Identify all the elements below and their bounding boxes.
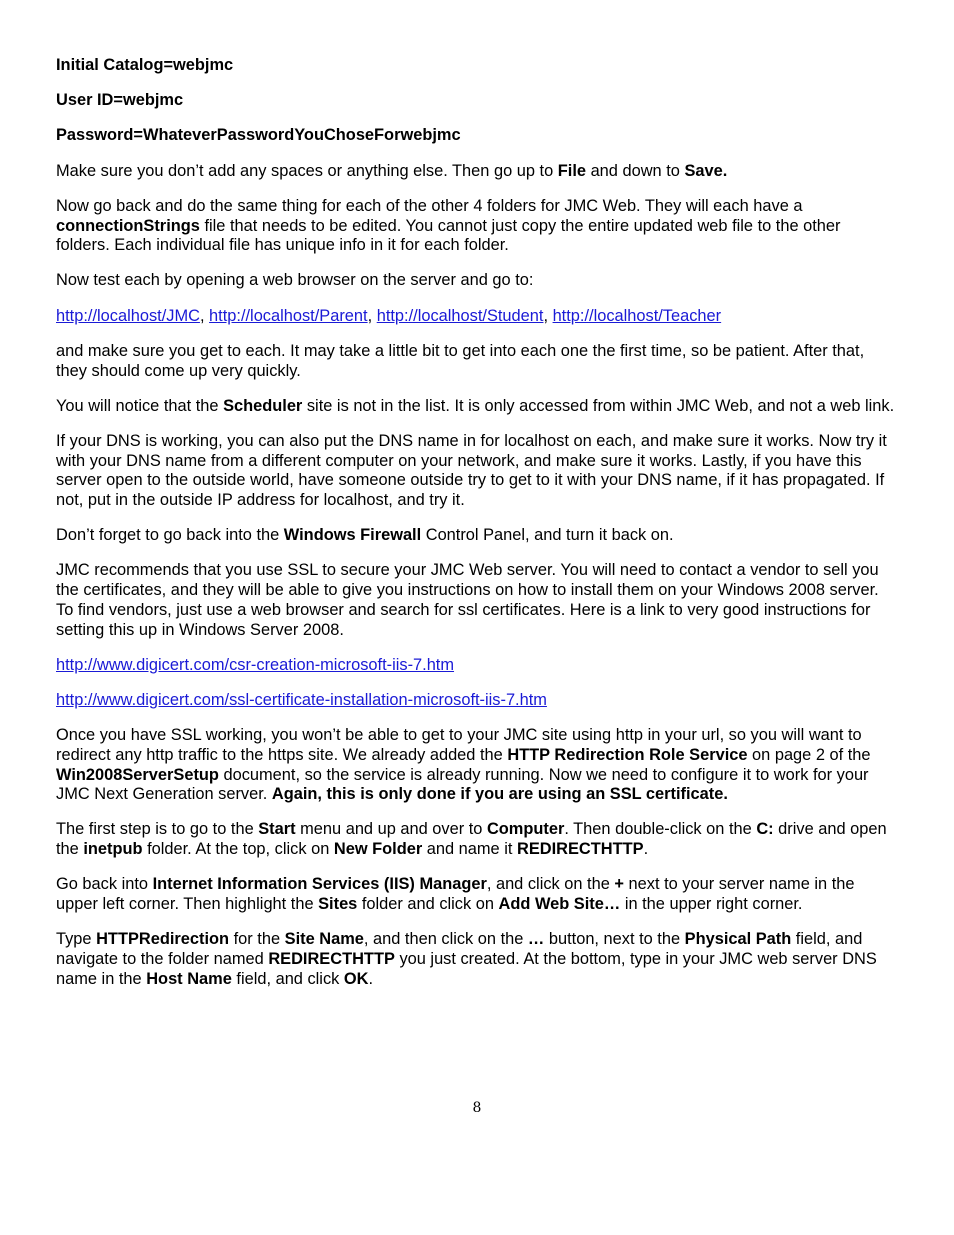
scheduler-paragraph <box>56 397 898 417</box>
text: , and click on the <box>486 875 615 894</box>
text: folder. At the top, click on <box>142 840 334 859</box>
text: button, next to the <box>544 930 685 949</box>
localhost-links-line <box>56 307 898 327</box>
text: document, so the service is already running. Now we need to configure it to work for your JMC Next Generation server. <box>56 765 869 804</box>
link-localhost-teacher[interactable]: http://localhost/Teacher <box>552 306 722 325</box>
text: . <box>643 840 649 859</box>
document-page <box>56 56 898 1005</box>
text: field, and navigate to the folder named <box>56 930 863 968</box>
connection-strings-term: connectionStrings <box>56 216 200 235</box>
text: Once you have SSL working, you won’t be able to get to your JMC site using http in your url, so you will want to redirect any http traffic to the https site. We already added the <box>56 726 862 764</box>
sites-term: Sites <box>318 895 358 914</box>
text: The first step is to go to the <box>56 820 259 839</box>
separator: , <box>199 306 210 325</box>
ellipsis-button-term: … <box>527 930 545 949</box>
text: , and then click on the <box>363 930 528 949</box>
dns-paragraph: If your DNS is working, you can also put the DNS name in for localhost on each, and make sure it works. Now try it with your DNS name from a different computer on your network, and make sure it works. Lastly, if you have this server open to the outside world, have someone outside try to get to it with your DNS name, if it has propagated. If not, put in the outside IP address for localhost, and try it. <box>56 431 887 510</box>
ok-term: OK <box>343 969 369 988</box>
text: menu and up and over to <box>295 820 487 839</box>
redirecthttp-term: REDIRECTHTTP <box>516 840 644 859</box>
text: drive and open the <box>56 820 887 859</box>
text: Control Panel, and turn it back on. <box>421 526 674 545</box>
text: in the upper right corner. <box>620 895 803 914</box>
text: Make sure you don’t add any spaces or anything else. Then go up to <box>56 161 558 180</box>
computer-term: Computer <box>486 820 565 839</box>
text: for the <box>229 930 285 949</box>
text: Don’t forget to go back into the <box>56 526 284 545</box>
separator: , <box>367 306 377 325</box>
test-intro-paragraph: Now test each by opening a web browser on the server and go to: <box>56 271 534 290</box>
iis-manager-term: Internet Information Services (IIS) Manager <box>152 875 487 894</box>
text: Type <box>56 930 97 949</box>
text: field, and click <box>231 969 344 988</box>
password-line: Password=WhateverPasswordYouChoseForwebjmc <box>56 126 461 145</box>
save-instruction-paragraph <box>56 162 898 182</box>
initial-catalog-line: Initial Catalog=webjmc <box>56 56 234 74</box>
text: next to your server name in the upper left corner. Then highlight the <box>56 875 855 914</box>
text: and down to <box>586 161 685 180</box>
text: Go back into <box>56 875 153 894</box>
physical-path-term: Physical Path <box>684 930 792 949</box>
scheduler-term: Scheduler <box>223 396 303 415</box>
text: . Then double-click on the <box>564 820 757 839</box>
csr-link-line <box>56 656 898 676</box>
http-redirection-term: HTTP Redirection Role Service <box>507 745 748 764</box>
redirecthttp-term: REDIRECTHTTP <box>268 950 395 968</box>
firewall-paragraph <box>56 526 898 546</box>
c-drive-term: C: <box>756 820 774 839</box>
text: . <box>368 969 374 988</box>
windows-firewall-term: Windows Firewall <box>283 526 422 545</box>
other-folders-paragraph <box>56 197 898 256</box>
install-link-line <box>56 691 898 711</box>
link-localhost-parent[interactable]: http://localhost/Parent <box>209 306 368 325</box>
new-folder-term: New Folder <box>333 840 423 859</box>
start-term: Start <box>258 820 296 839</box>
site-name-paragraph <box>56 930 898 989</box>
text: and name it <box>422 840 517 859</box>
httpredirection-term: HTTPRedirection <box>96 930 230 949</box>
link-digicert-install[interactable]: http://www.digicert.com/ssl-certificate-installation-microsoft-iis-7.htm <box>56 690 547 709</box>
text: Now go back and do the same thing for each of the other 4 folders for JMC Web. They will each have a <box>56 196 803 215</box>
user-id-line: User ID=webjmc <box>56 91 184 110</box>
add-web-site-term: Add Web Site… <box>498 895 621 914</box>
win2008-setup-term: Win2008ServerSetup <box>56 765 219 784</box>
first-step-paragraph <box>56 820 898 859</box>
link-localhost-jmc[interactable]: http://localhost/JMC <box>56 306 200 325</box>
site-name-term: Site Name <box>284 930 364 949</box>
http-redirect-paragraph <box>56 726 898 805</box>
file-menu-term: File <box>557 161 587 180</box>
separator: , <box>543 306 553 325</box>
ssl-only-note: Again, this is only done if you are using an SSL certificate. <box>271 785 728 804</box>
text: file that needs to be edited. You cannot just copy the entire updated web file to the other folders. Each individual file has unique info in it for each folder. <box>56 216 841 255</box>
ssl-recommendation-paragraph: JMC recommends that you use SSL to secure your JMC Web server. You will need to contact a vendor to sell you the certificates, and they will be able to give you instructions on how to install them on your Windows 2008 server. To find vendors, just use a web browser and search for ssl certificates. Here is a link to very good instructions for setting this up in Windows Server 2008. <box>56 561 879 639</box>
page-number: 8 <box>472 1100 482 1116</box>
text: site is not in the list. It is only accessed from within JMC Web, and not a web link. <box>302 396 895 415</box>
patience-paragraph: and make sure you get to each. It may take a little bit to get into each one the first time, so be patient. After that, they should come up very quickly. <box>56 341 865 380</box>
text: you just created. At the bottom, type in your JMC web server DNS name in the <box>56 950 877 988</box>
iis-manager-paragraph <box>56 875 898 914</box>
text: folder and click on <box>357 895 499 914</box>
link-digicert-csr[interactable]: http://www.digicert.com/csr-creation-microsoft-iis-7.htm <box>56 655 455 674</box>
save-term: Save. <box>684 161 728 180</box>
text: You will notice that the <box>56 396 224 415</box>
host-name-term: Host Name <box>146 969 232 988</box>
plus-term: + <box>614 875 624 894</box>
inetpub-term: inetpub <box>83 840 143 859</box>
text: on page 2 of the <box>747 745 871 764</box>
link-localhost-student[interactable]: http://localhost/Student <box>376 306 544 325</box>
